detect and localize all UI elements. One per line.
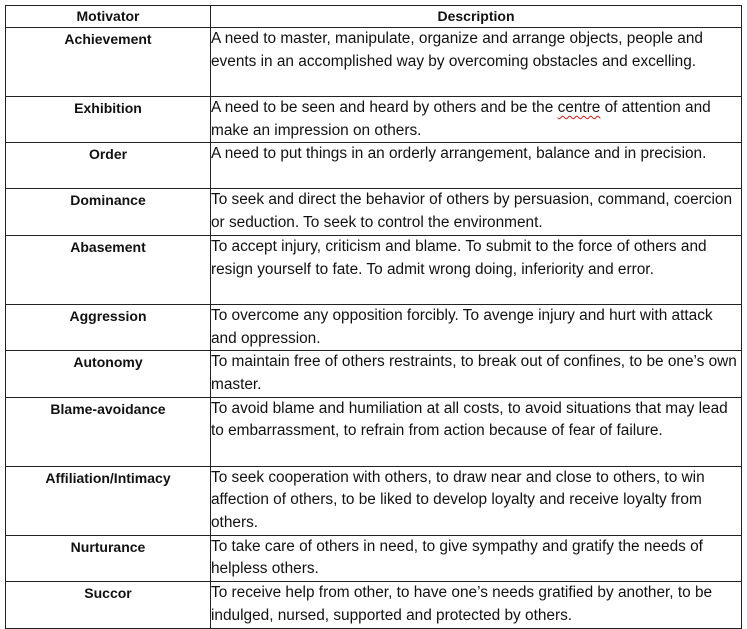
description-text: of attention and make an impression on others.: [211, 99, 711, 139]
table-row: [6, 143, 742, 189]
motivator-cell: Achievement: [6, 28, 211, 97]
motivator-cell: Abasement: [6, 235, 211, 304]
motivator-cell: Succor: [6, 582, 211, 628]
table-row: [6, 235, 742, 304]
description-cell: To maintain free of others restraints, to break out of confines, to be one’s own master.: [211, 351, 742, 397]
motivator-table: [5, 5, 742, 629]
description-cell: A need to master, manipulate, organize and arrange objects, people and events in an accomplished way by overcoming obstacles and excelling.: [211, 28, 742, 97]
description-cell: To receive help from other, to have one’s needs gratified by another, to be indulged, nursed, supported and protected by others.: [211, 582, 742, 628]
description-cell: To avoid blame and humiliation at all costs, to avoid situations that may lead to embarrassment, to refrain from action because of fear of failure.: [211, 397, 742, 466]
description-cell: To overcome any opposition forcibly. To avenge injury and hurt with attack and oppression.: [211, 304, 742, 350]
description-cell: [211, 97, 742, 143]
motivator-cell: Autonomy: [6, 351, 211, 397]
header-row: [6, 6, 742, 28]
table-row: [6, 535, 742, 581]
description-cell: To accept injury, criticism and blame. To submit to the force of others and resign yourself to fate. To admit wrong doing, inferiority and error.: [211, 235, 742, 304]
description-text: A need to be seen and heard by others and be the: [211, 99, 558, 116]
table-row: [6, 97, 742, 143]
table-row: [6, 466, 742, 535]
motivator-cell: Order: [6, 143, 211, 189]
description-cell: To seek and direct the behavior of others by persuasion, command, coercion or seduction. To seek to control the environment.: [211, 189, 742, 235]
table-row: [6, 582, 742, 628]
table-row: [6, 351, 742, 397]
motivator-cell: Nurturance: [6, 535, 211, 581]
spellcheck-flagged-word: centre: [557, 99, 601, 116]
motivator-cell: Exhibition: [6, 97, 211, 143]
table-row: [6, 28, 742, 97]
description-column-header: Description: [211, 6, 742, 28]
motivator-cell: Dominance: [6, 189, 211, 235]
motivator-column-header: Motivator: [6, 6, 211, 28]
motivator-cell: Aggression: [6, 304, 211, 350]
description-cell: To seek cooperation with others, to draw near and close to others, to win affection of others, to be liked to develop loyalty and receive loyalty from others.: [211, 466, 742, 535]
table-row: [6, 397, 742, 466]
table-row: [6, 189, 742, 235]
motivator-cell: Affiliation/Intimacy: [6, 466, 211, 535]
description-cell: A need to put things in an orderly arrangement, balance and in precision.: [211, 143, 742, 189]
description-cell: To take care of others in need, to give sympathy and gratify the needs of helpless others.: [211, 535, 742, 581]
motivator-cell: Blame-avoidance: [6, 397, 211, 466]
table-row: [6, 304, 742, 350]
